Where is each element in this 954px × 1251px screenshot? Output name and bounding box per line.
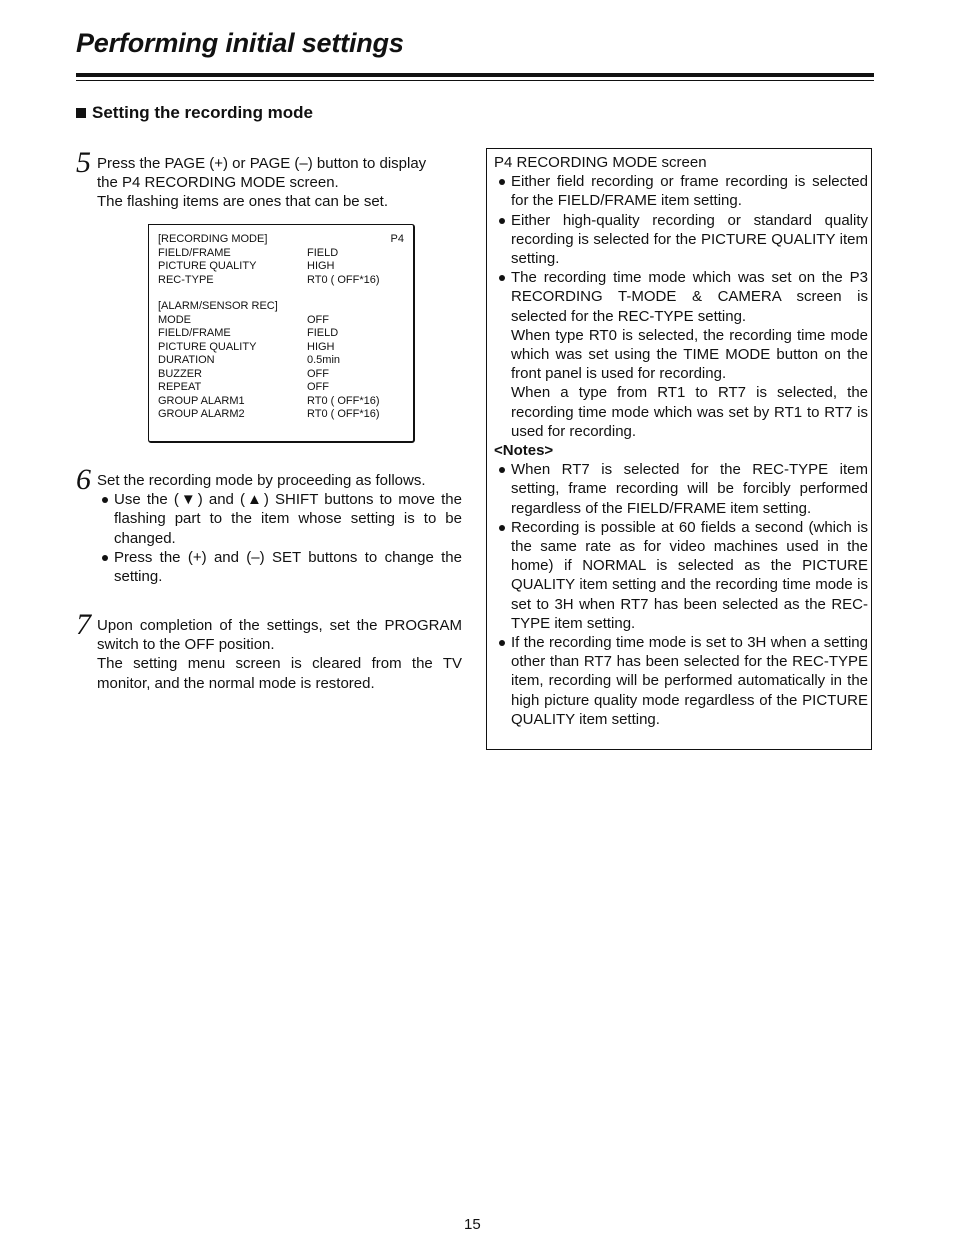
title-rule-thick <box>76 73 874 77</box>
notes-label: <Notes> <box>494 442 554 460</box>
screen-row <box>158 341 404 355</box>
explanation-title: P4 RECORDING MODE screen <box>494 154 707 171</box>
recording-mode-screen <box>148 224 415 443</box>
screen-header-2: [ALARM/SENSOR REC] <box>158 300 278 312</box>
screen-row <box>158 260 404 274</box>
screen-key: FIELD/FRAME <box>158 327 231 339</box>
screen-key: PICTURE QUALITY <box>158 260 257 272</box>
screen-value: 0.5min <box>307 354 341 366</box>
bullet-item: Use the (▼) and (▲) SHIFT buttons to move the flashing part to the item whose setting is to be changed. <box>97 490 462 548</box>
screen-key: REPEAT <box>158 381 202 393</box>
screen-value: OFF <box>307 367 329 380</box>
screen-row <box>158 395 404 409</box>
screen-value: RT0 ( OFF*16) <box>307 273 380 286</box>
note-item: If the recording time mode is set to 3H when a setting other than RT7 has been selected for the REC-TYPE item, recording will be performed automatically in the high picture quality mode regardless of the PICTURE QUALITY item setting. <box>494 633 868 729</box>
step-paragraph: Upon completion of the settings, set the PROGRAM switch to the OFF position. <box>97 617 462 654</box>
screen-value: RT0 ( OFF*16) <box>307 408 380 420</box>
step-5 <box>76 146 462 212</box>
step-line: The flashing items are ones that can be set. <box>97 193 388 211</box>
step-line: the P4 RECORDING MODE screen. <box>97 174 339 192</box>
screen-row <box>158 327 404 341</box>
square-bullet-icon <box>76 108 86 118</box>
section-heading-text: Setting the recording mode <box>92 103 314 122</box>
screen-key: GROUP ALARM2 <box>158 408 245 420</box>
step-number: 6 <box>76 463 91 496</box>
step-paragraph: The setting menu screen is cleared from the TV monitor, and the normal mode is restored. <box>97 655 462 692</box>
screen-row <box>158 274 404 288</box>
screen-header: [RECORDING MODE] <box>158 233 268 245</box>
screen-key: MODE <box>158 313 191 326</box>
note-item: Recording is possible at 60 fields a second (which is the same rate as for video machines used in the home) if NORMAL is selected as the PICTURE QUALITY item setting and the recording time mode is set to 3H when RT7 has been selected as the REC-TYPE item setting. <box>494 518 868 633</box>
step-intro: Set the recording mode by proceeding as follows. <box>97 472 426 489</box>
page-number: 15 <box>464 1216 481 1233</box>
explanation-paragraph: When a type from RT1 to RT7 is selected, the recording time mode which was set by RT1 to RT7 is used for recording. <box>511 384 868 440</box>
step-6 <box>76 463 462 586</box>
screen-key: FIELD/FRAME <box>158 246 231 259</box>
screen-value: OFF <box>307 381 329 393</box>
screen-page: P4 <box>390 233 404 245</box>
section-heading <box>76 103 313 123</box>
screen-key: PICTURE QUALITY <box>158 340 257 353</box>
screen-value: FIELD <box>307 246 339 259</box>
screen-key: BUZZER <box>158 367 202 380</box>
explanation-paragraph: When type RT0 is selected, the recording time mode which was set using the TIME MODE button on the front panel is used for recording. <box>511 326 868 383</box>
screen-row <box>158 381 404 395</box>
screen-value: RT0 ( OFF*16) <box>307 394 380 407</box>
screen-row <box>158 354 404 368</box>
screen-key: GROUP ALARM1 <box>158 394 245 407</box>
screen-row <box>158 314 404 328</box>
explanation-box <box>486 148 872 750</box>
screen-value: HIGH <box>307 260 335 272</box>
note-item: When RT7 is selected for the REC-TYPE item setting, frame recording will be forcibly performed regardless of the FIELD/FRAME item setting. <box>494 460 868 518</box>
screen-value: HIGH <box>307 340 335 353</box>
bullet-item: Either high-quality recording or standard quality recording is selected for the PICTURE QUALITY item setting. <box>494 211 868 269</box>
screen-row <box>158 408 404 422</box>
bullet-item: Press the (+) and (–) SET buttons to change the setting. <box>97 548 462 586</box>
page-title: Performing initial settings <box>76 28 404 58</box>
screen-row <box>158 247 404 261</box>
step-number: 7 <box>76 608 91 641</box>
step-7 <box>76 608 462 693</box>
bullet-item: Either field recording or frame recording is selected for the FIELD/FRAME item setting. <box>494 172 868 210</box>
screen-key: REC-TYPE <box>158 273 214 286</box>
step-line: Press the PAGE (+) or PAGE (–) button to display <box>97 155 427 172</box>
bullet-item: The recording time mode which was set on the P3 RECORDING T-MODE & CAMERA screen is selected for the REC-TYPE setting. <box>494 268 868 326</box>
title-rule-thin <box>76 80 874 81</box>
screen-value: FIELD <box>307 327 339 339</box>
step-number: 5 <box>76 146 91 179</box>
screen-row <box>158 368 404 382</box>
screen-value: OFF <box>307 313 329 326</box>
screen-key: DURATION <box>158 354 215 366</box>
